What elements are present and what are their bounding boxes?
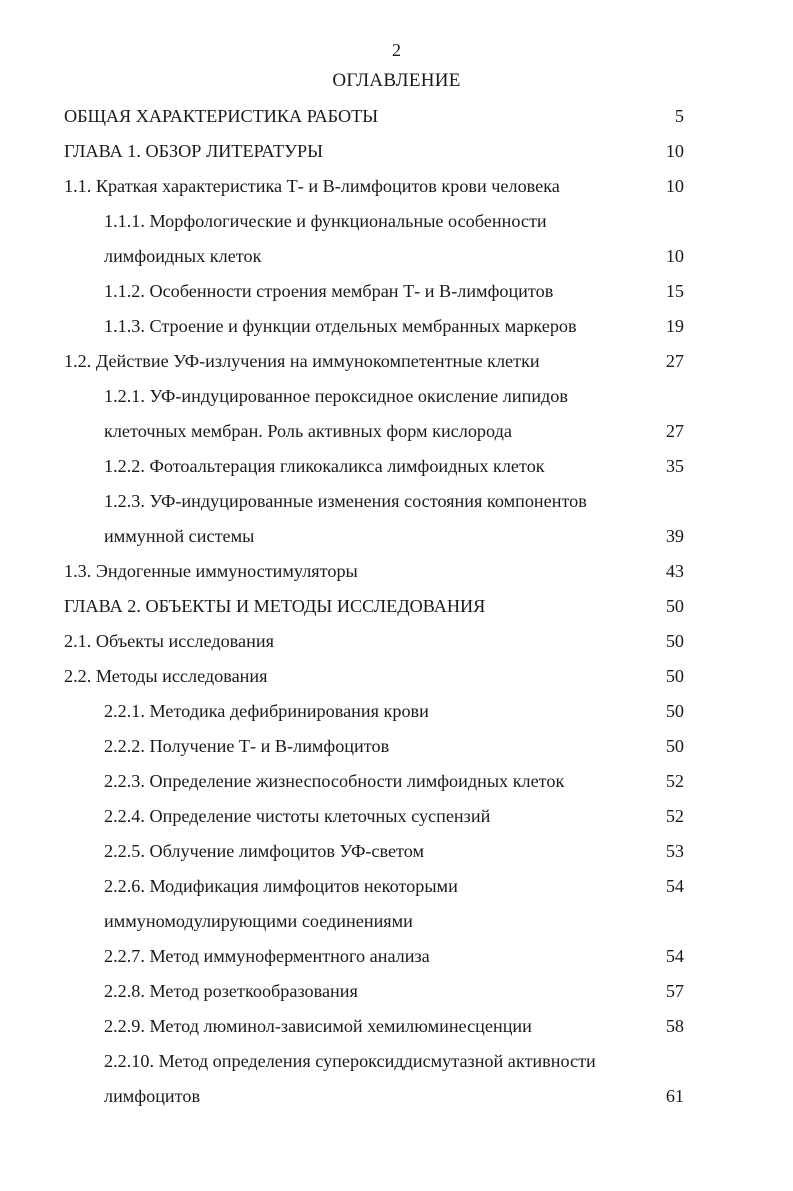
- toc-entry-text: иммуномодулирующими соединениями: [104, 911, 413, 931]
- toc-entry-page: 50: [665, 631, 684, 651]
- toc-entry: [0, 484, 793, 519]
- toc-entry: [0, 204, 793, 239]
- toc-entry: [0, 974, 793, 1009]
- toc-entry-page: 10: [665, 246, 684, 266]
- toc-entry: [0, 764, 793, 799]
- toc-entry: [0, 449, 793, 484]
- toc-entry-text: клеточных мембран. Роль активных форм кислорода: [104, 421, 512, 441]
- toc-entry-text: 2.2. Методы исследования: [64, 666, 268, 686]
- toc-entry-text: 2.2.6. Модификация лимфоцитов некоторыми: [104, 876, 458, 896]
- toc-entry-page: 35: [665, 456, 684, 476]
- toc-entry: [0, 344, 793, 379]
- toc-entry: [0, 834, 793, 869]
- toc-entry-text: ГЛАВА 1. ОБЗОР ЛИТЕРАТУРЫ: [64, 141, 323, 161]
- toc-entry-text: 1.2. Действие УФ-излучения на иммунокомпетентные клетки: [64, 351, 540, 371]
- toc-entry: [0, 99, 793, 134]
- toc-entry-text: 2.2.5. Облучение лимфоцитов УФ-светом: [104, 841, 425, 861]
- toc-entry-page: 27: [665, 421, 684, 441]
- toc-entry: [0, 799, 793, 834]
- toc-entry: [0, 694, 793, 729]
- toc-entry-text: 1.1. Краткая характеристика Т- и В-лимфоцитов крови человека: [64, 176, 560, 196]
- toc-entry-page: 52: [665, 771, 684, 791]
- toc-entry: [0, 729, 793, 764]
- toc-entry-text: 2.2.2. Получение Т- и В-лимфоцитов: [104, 736, 390, 756]
- toc-entry-text: лимфоцитов: [104, 1086, 201, 1106]
- toc-entry: [0, 239, 793, 274]
- toc-entry-text: ГЛАВА 2. ОБЪЕКТЫ И МЕТОДЫ ИССЛЕДОВАНИЯ: [64, 596, 486, 616]
- toc-entry: [0, 869, 793, 904]
- toc-entry-page: 61: [665, 1086, 684, 1106]
- toc-entry-text: лимфоидных клеток: [104, 246, 262, 266]
- toc-entry-text: 1.1.1. Морфологические и функциональные особенности: [104, 211, 547, 231]
- toc-entry-page: 50: [665, 666, 684, 686]
- toc-entry: [0, 624, 793, 659]
- toc-entry-text: 2.2.4. Определение чистоты клеточных суспензий: [104, 806, 491, 826]
- toc-entry-page: 50: [665, 736, 684, 756]
- toc-entry-page: 19: [665, 316, 684, 336]
- toc-entry-page: 39: [665, 526, 684, 546]
- toc-entry: [0, 519, 793, 554]
- toc-entry: [0, 589, 793, 624]
- toc-entry-page: 57: [665, 981, 684, 1001]
- toc-entry-text: 1.3. Эндогенные иммуностимуляторы: [64, 561, 358, 581]
- table-of-contents: [0, 99, 793, 1114]
- toc-entry: [0, 659, 793, 694]
- toc-entry: [0, 169, 793, 204]
- toc-entry-page: 43: [665, 561, 684, 581]
- toc-entry-text: 1.1.2. Особенности строения мембран Т- и В-лимфоцитов: [104, 281, 554, 301]
- toc-entry-text: 2.2.7. Метод иммуноферментного анализа: [104, 946, 430, 966]
- toc-entry-text: ОБЩАЯ ХАРАКТЕРИСТИКА РАБОТЫ: [64, 106, 379, 126]
- toc-entry: [0, 414, 793, 449]
- toc-entry-text: 1.1.3. Строение и функции отдельных мембранных маркеров: [104, 316, 577, 336]
- toc-entry-page: 10: [665, 141, 684, 161]
- page-number: 2: [392, 40, 401, 60]
- toc-entry-text: 1.2.3. УФ-индуцированные изменения состояния компонентов: [104, 491, 587, 511]
- toc-entry-text: 2.2.8. Метод розеткообразования: [104, 981, 358, 1001]
- toc-entry: [0, 939, 793, 974]
- toc-entry-text: 2.1. Объекты исследования: [64, 631, 274, 651]
- toc-entry-text: 2.2.3. Определение жизнеспособности лимфоидных клеток: [104, 771, 565, 791]
- toc-entry-page: 15: [665, 281, 684, 301]
- toc-entry-page: 54: [665, 946, 684, 966]
- toc-entry: [0, 1009, 793, 1044]
- toc-entry: [0, 134, 793, 169]
- toc-entry-text: 2.2.1. Методика дефибринирования крови: [104, 701, 429, 721]
- toc-entry: [0, 379, 793, 414]
- toc-entry: [0, 274, 793, 309]
- toc-entry-page: 27: [665, 351, 684, 371]
- toc-entry: [0, 1079, 793, 1114]
- toc-entry-text: 1.2.2. Фотоальтерация гликокаликса лимфоидных клеток: [104, 456, 545, 476]
- toc-entry-page: 50: [665, 701, 684, 721]
- toc-entry-text: 1.2.1. УФ-индуцированное пероксидное окисление липидов: [104, 386, 568, 406]
- toc-entry: [0, 1044, 793, 1079]
- toc-entry-page: 54: [665, 876, 684, 896]
- toc-entry-page: 53: [665, 841, 684, 861]
- toc-entry-text: иммунной системы: [104, 526, 255, 546]
- toc-entry: [0, 309, 793, 344]
- toc-entry-page: 5: [674, 106, 684, 126]
- toc-entry: [0, 554, 793, 589]
- toc-entry: [0, 904, 793, 939]
- toc-entry-page: 50: [665, 596, 684, 616]
- toc-entry-text: 2.2.9. Метод люминол-зависимой хемилюминесценции: [104, 1016, 532, 1036]
- toc-entry-page: 52: [665, 806, 684, 826]
- toc-title: ОГЛАВЛЕНИЕ: [332, 70, 461, 91]
- toc-entry-text: 2.2.10. Метод определения супероксиддисмутазной активности: [104, 1051, 596, 1071]
- toc-entry-page: 10: [665, 176, 684, 196]
- toc-entry-page: 58: [665, 1016, 684, 1036]
